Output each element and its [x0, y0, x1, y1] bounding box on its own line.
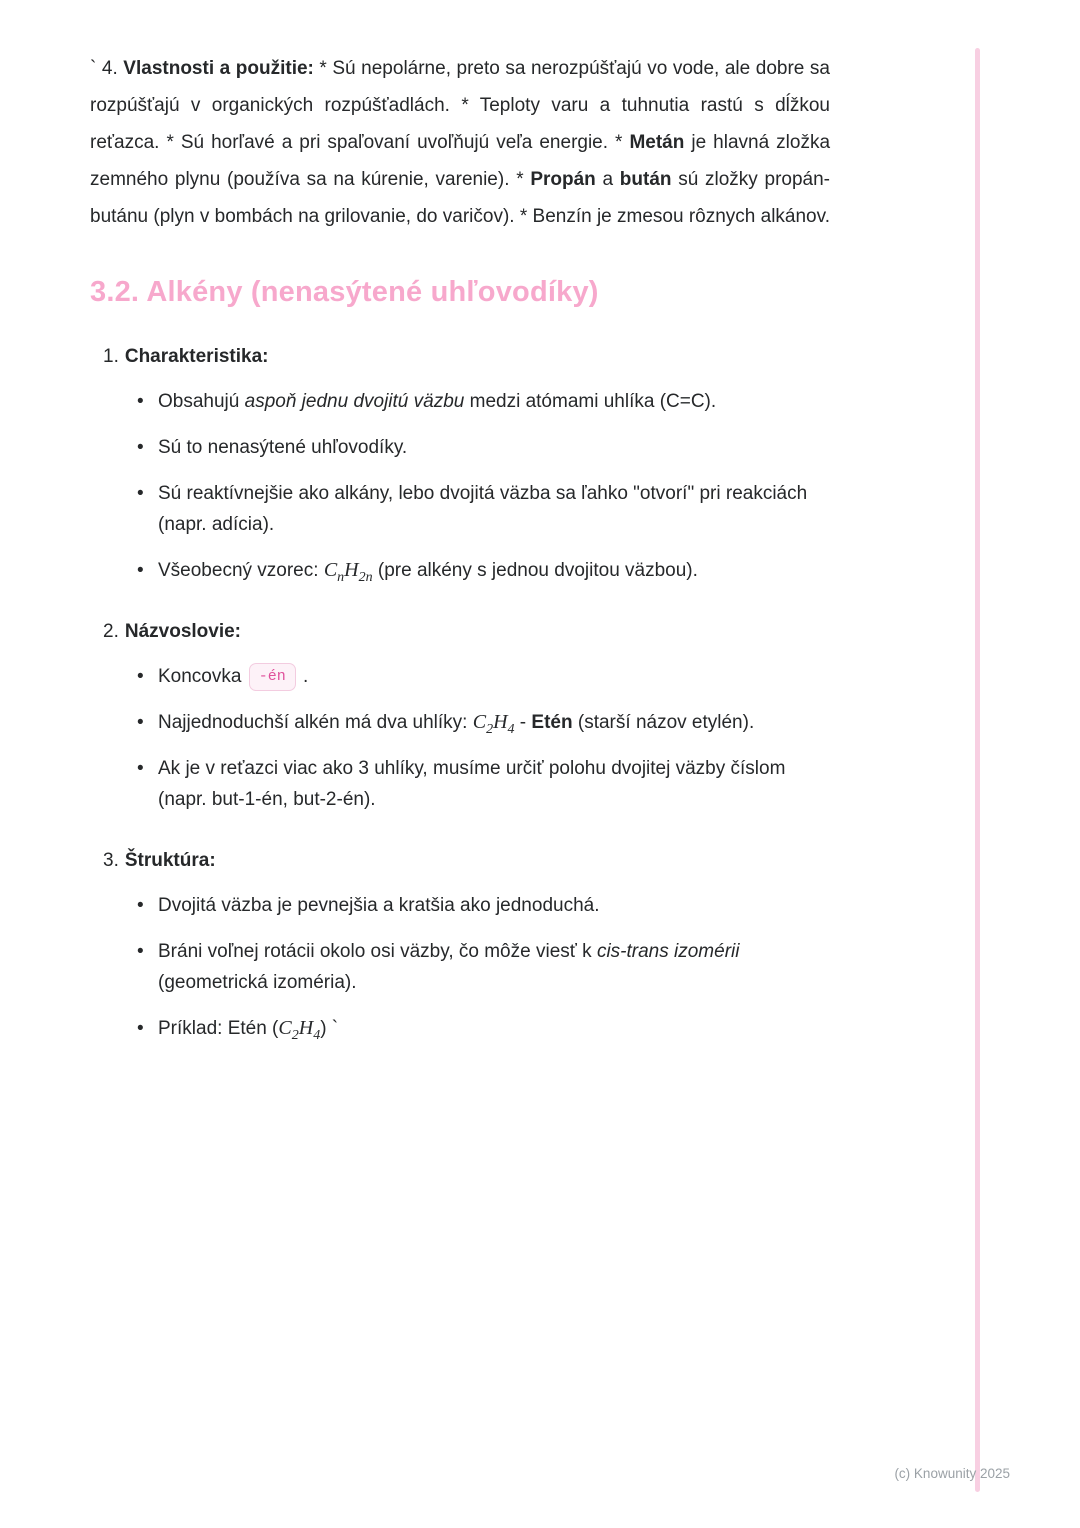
- section-nazvoslovie: [90, 620, 830, 815]
- list-item: [137, 432, 830, 463]
- list-item: [137, 707, 830, 738]
- section-title-text: Charakteristika:: [124, 346, 269, 367]
- section-title-text: Štruktúra:: [124, 850, 216, 871]
- copyright-notice: (c) Knowunity 2025: [894, 1466, 1010, 1481]
- list-item-text: Sú reaktívnejšie ako alkány, lebo dvojitá väzba sa ľahko "otvorí" pri reakciách (napr. adícia).: [158, 483, 808, 535]
- bullet-list: [90, 386, 830, 586]
- bullet-icon: •: [137, 758, 144, 779]
- list-item: [137, 661, 830, 692]
- list-item: [137, 555, 830, 586]
- list-item: [137, 753, 830, 815]
- list-item: [137, 478, 830, 540]
- bullet-icon: •: [137, 437, 144, 458]
- list-item-text: Sú to nenasýtené uhľovodíky.: [158, 437, 408, 458]
- bullet-icon: •: [137, 1018, 144, 1039]
- list-item-text: Bráni voľnej rotácii okolo osi väzby, čo môže viesť k cis-trans izomérii (geometrická izoméria).: [158, 941, 740, 993]
- section-number: 2.: [103, 621, 119, 642]
- list-item-text: Koncovka -én .: [158, 661, 830, 692]
- numbered-section-title: [103, 345, 830, 369]
- list-item: [137, 386, 830, 417]
- list-item: [137, 1013, 830, 1044]
- section-heading-alkeny: 3.2. Alkény (nenasýtené uhľovodíky): [90, 276, 599, 308]
- list-item-text: Obsahujú aspoň jednu dvojitú väzbu medzi atómami uhlíka (C=C).: [158, 391, 717, 412]
- bullet-icon: •: [137, 560, 144, 581]
- section-struktura: [90, 849, 830, 1044]
- bullet-icon: •: [137, 483, 144, 504]
- bullet-icon: •: [137, 895, 144, 916]
- bullet-icon: •: [137, 712, 144, 733]
- list-item-text: Príklad: Etén $(C_2H_4)$ `: [158, 1017, 339, 1043]
- bullet-icon: •: [137, 391, 144, 412]
- section-title-text: Názvoslovie:: [124, 621, 242, 642]
- page-accent-bar: [975, 48, 980, 1492]
- list-item-text: Najjednoduchší alkén má dva uhlíky: $C_2H_4$ - Etén (starší názov etylén).: [158, 711, 755, 737]
- section-number: 1.: [103, 346, 119, 367]
- list-item-text: Ak je v reťazci viac ako 3 uhlíky, musíme určiť polohu dvojitej väzby číslom (napr. but-1-én, but-2-én).: [158, 758, 786, 810]
- bullet-icon: •: [137, 666, 144, 687]
- section-charakteristika: [90, 345, 830, 586]
- intro-paragraph: ` 4. Vlastnosti a použitie: * Sú nepolárne, preto sa nerozpúšťajú vo vode, ale dobre sa rozpúšťajú v organických rozpúšťadlách. * Teploty varu a tuhnutia rastú s dĺžkou reťazca. * Sú horľavé a pri spaľovaní uvoľňujú veľa energie. * Metán je hlavná zložka zemného plynu (používa sa na kúrenie, varenie). * Propán a bután sú zložky propán-butánu (plyn v bombách na grilovanie, do varičov). * Benzín je zmesou rôznych alkánov.: [90, 58, 831, 227]
- bullet-list: [90, 661, 830, 815]
- bullet-list: [90, 890, 830, 1044]
- document-page: [90, 50, 830, 1078]
- list-item-text: Všeobecný vzorec: $C_nH_{2n}$ (pre alkény s jednou dvojitou väzbou).: [158, 559, 698, 585]
- numbered-section-title: [103, 849, 830, 873]
- section-number: 3.: [103, 850, 119, 871]
- list-item: [137, 936, 830, 998]
- list-item: [137, 890, 830, 921]
- list-item-text: Dvojitá väzba je pevnejšia a kratšia ako jednoduchá.: [158, 895, 600, 916]
- numbered-section-title: [103, 620, 830, 644]
- bullet-icon: •: [137, 941, 144, 962]
